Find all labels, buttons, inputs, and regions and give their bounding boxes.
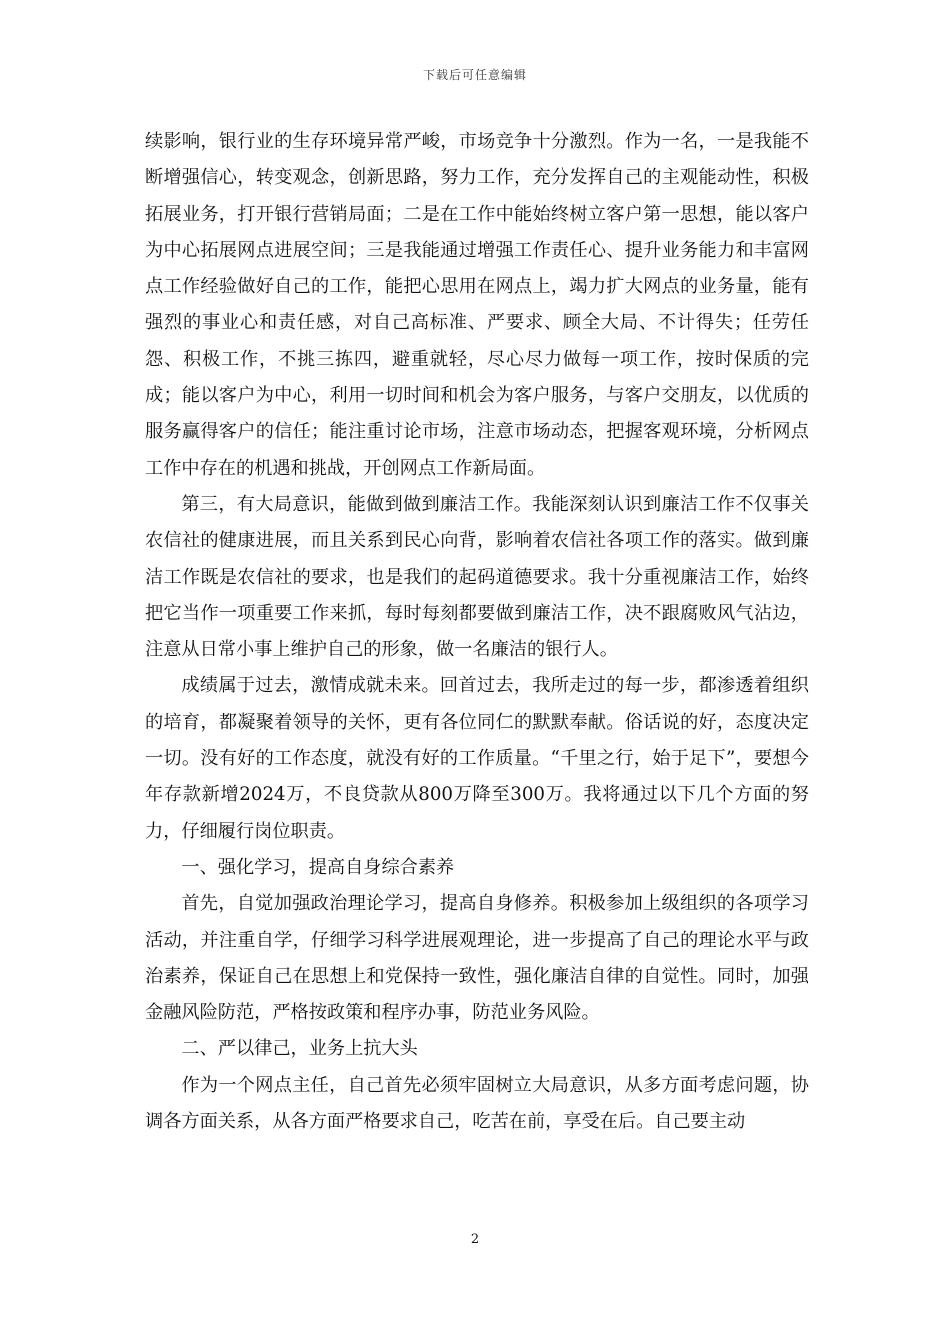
- section-heading-study: 一、强化学习，提高自身综合素养: [181, 856, 455, 878]
- section-heading-self-discipline: 二、严以律己，业务上抗大头: [181, 1038, 418, 1060]
- paragraph-continued: 续影响，银行业的生存环境异常严峻，市场竞争十分激烈。作为一名，一是我能不断增强信心，转变观念，创新思路，努力工作，充分发挥自己的主观能动性，积极拓展业务，打开银行营销局面；二是在工作中能始终树立客户第一思想，能以客户为中心拓展网点进展空间；三是我能通过增强工作责任心、提升业务能力和丰富网点工作经验做好自己的工作，能把心思用在网点上，竭力扩大网点的业务量，能有强烈的事业心和责任感，对自己高标准、严要求、顾全大局、不计得失；任劳任怨、积极工作，不挑三拣四，避重就轻，尽心尽力做每一项工作，按时保质的完成；能以客户为中心，利用一切时间和机会为客户服务，与客户交朋友，以优质的服务赢得客户的信任；能注重讨论市场，注意市场动态，把握客观环境，分析网点工作中存在的机遇和挑战，开创网点工作新局面。: [145, 131, 809, 479]
- document-body: [145, 124, 809, 1140]
- header-note: 下载后可任意编辑: [422, 68, 527, 82]
- page-number: 2: [470, 1232, 480, 1247]
- paragraph-achievements: 成绩属于过去，激情成就未来。回首过去，我所走过的每一步，都渗透着组织的培育，都凝聚着领导的关怀，更有各位同仁的默默奉献。俗话说的好，态度决定一切。没有好的工作态度，就没有好的工作质量。“千里之行，始于足下”，要想今年存款新增2024万，不良贷款从800万降至300万。我将通过以下几个方面的努力，仔细履行岗位职责。: [145, 675, 809, 842]
- paragraph-third-point: 第三，有大局意识，能做到做到廉洁工作。我能深刻认识到廉洁工作不仅事关农信社的健康进展，而且关系到民心向背，影响着农信社各项工作的落实。做到廉洁工作既是农信社的要求，也是我们的起码道德要求。我十分重视廉洁工作，始终把它当作一项重要工作来抓，每时每刻都要做到廉洁工作，决不跟腐败风气沾边，注意从日常小事上维护自己的形象，做一名廉洁的银行人。: [145, 493, 809, 661]
- paragraph-study: 首先，自觉加强政治理论学习，提高自身修养。积极参加上级组织的各项学习活动，并注重自学，仔细学习科学进展观理论，进一步提高了自己的理论水平与政治素养，保证自己在思想上和党保持一致性，强化廉洁自律的自觉性。同时，加强金融风险防范，严格按政策和程序办事，防范业务风险。: [145, 893, 809, 1024]
- paragraph-self-discipline: 作为一个网点主任，自己首先必须牢固树立大局意识，从多方面考虑问题，协调各方面关系，从各方面严格要求自己，吃苦在前，享受在后。自己要主动: [145, 1074, 809, 1133]
